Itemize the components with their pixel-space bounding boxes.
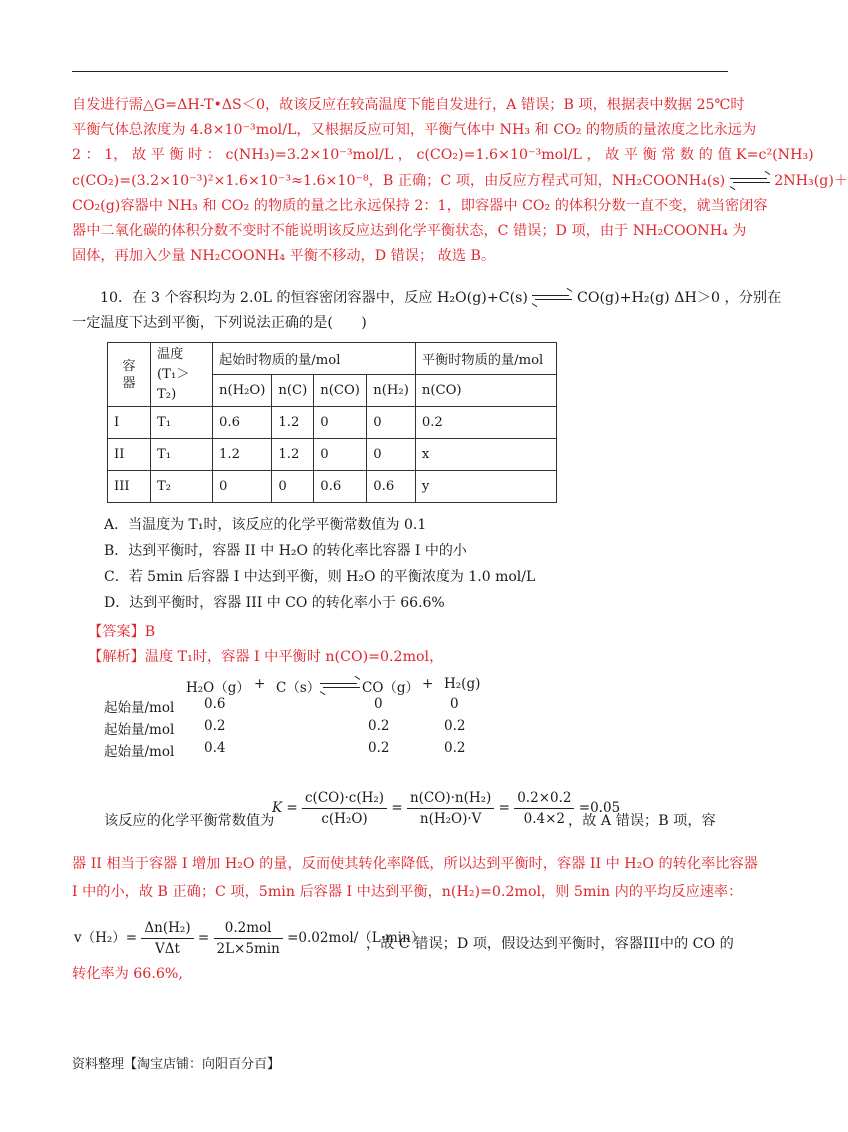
- analysis-paragraph-b: [72, 852, 758, 905]
- subheader-cell: n(CO): [314, 375, 367, 407]
- question-line: [72, 286, 782, 311]
- equilibrium-arrow-icon: [730, 177, 770, 185]
- row-value: 0.4: [204, 740, 226, 756]
- table-cell: 0.6: [213, 407, 272, 439]
- text-line: I 中的小，故 B 正确；C 项，5min 后容器 I 中达到平衡，n(H₂)=0.2mol，则 5min 内的平均反应速率：: [72, 884, 743, 901]
- table-cell: 0: [367, 439, 416, 471]
- table-cell: 0: [314, 439, 367, 471]
- data-table: [107, 342, 557, 503]
- text-segment: c(CO₂)=(3.2×10⁻³)²×1.6×10⁻³≈1.6×10⁻⁸，B 正确；C 项，由反应方程式可知，NH₂COONH₄(s): [72, 172, 726, 189]
- header-text: 温度: [157, 346, 184, 362]
- table-cell: x: [415, 439, 556, 471]
- question-text: 10．在 3 个容积均为 2.0L 的恒容密闭容器中，反应 H₂O(g)+C(s): [100, 290, 528, 306]
- text-line: 器 II 相当于容器 I 增加 H₂O 的量，反而使其转化率降低，所以达到平衡时，容器 II 中 H₂O 的转化率比容器: [72, 856, 758, 872]
- v-suffix: ，故 C 错误；D 项，假设达到平衡时，容器III中的 CO 的: [366, 936, 734, 952]
- fraction: [302, 790, 387, 827]
- species-label: H₂(g): [444, 676, 481, 692]
- option-a: A．当温度为 T₁时，该反应的化学平衡常数值为 0.1: [104, 517, 427, 533]
- equilibrium-arrow-icon: [320, 682, 360, 690]
- subheader-cell: n(CO): [415, 375, 556, 407]
- table-cell: I: [108, 407, 151, 439]
- denominator: n(H₂O)·V: [419, 811, 482, 827]
- table-cell: 0: [367, 407, 416, 439]
- plus-sign: +: [422, 676, 434, 692]
- numerator: c(CO)·c(H₂): [302, 790, 387, 809]
- subheader-cell: n(H₂O): [213, 375, 272, 407]
- footer-source: 资料整理【淘宝店铺：向阳百分百】: [72, 1057, 281, 1072]
- text-line: 平衡气体总浓度为 4.8×10⁻³mol/L，又根据反应可知，平衡气体中 NH₃ 和 CO₂ 的物质的量浓度之比永远为: [72, 122, 757, 139]
- k-lhs: K =: [272, 800, 298, 816]
- species-label: CO（g）: [362, 680, 420, 696]
- question-text: CO(g)+H₂(g) ΔH＞0 ，分别在: [576, 290, 782, 306]
- text-line: 自发进行需△G=ΔH-T•ΔS＜0，故该反应在较高温度下能自发进行，A 错误；B 项，根据表中数据 25℃时: [72, 97, 745, 113]
- equals-sign: =: [498, 800, 510, 816]
- table-row: [108, 439, 557, 471]
- option-c: C．若 5min 后容器 I 中达到平衡，则 H₂O 的平衡浓度为 1.0 mol/L: [104, 569, 536, 585]
- row-value: 0.6: [204, 696, 226, 712]
- table-cell: 0.6: [314, 471, 367, 503]
- text-line: 器中二氧化碳的体积分数不变时不能说明该反应达到化学平衡状态，C 错误；D 项，由于 NH₂COONH₄ 为: [72, 223, 747, 240]
- fraction: [214, 920, 283, 957]
- species-label: C（s）: [276, 680, 321, 696]
- table-cell: 1.2: [272, 407, 314, 439]
- header-text: 容器: [122, 358, 136, 391]
- header-temperature: [151, 343, 213, 407]
- species-label: H₂O（g）: [186, 680, 250, 696]
- text-line: CO₂(g)容器中 NH₃ 和 CO₂ 的物质的量之比永远保持 2：1，即容器中 CO₂ 的体积分数一直不变，就当密闭容: [72, 197, 768, 214]
- equals-sign: =: [391, 800, 403, 816]
- numerator: n(CO)·n(H₂): [407, 790, 494, 809]
- text-line: 固体，再加入少量 NH₂COONH₄ 平衡不移动，D 错误； 故选 B。: [72, 248, 496, 265]
- v-result: =0.02mol/（L·min）: [287, 930, 425, 946]
- table-cell: T₁: [151, 407, 213, 439]
- table-row: [108, 407, 557, 439]
- subheader-cell: n(H₂): [367, 375, 416, 407]
- numerator: Δn(H₂): [141, 920, 193, 939]
- header-text: (T₁＞T₂): [157, 366, 190, 402]
- numerator: 0.2×0.2: [514, 790, 574, 809]
- equilibrium-arrow-icon: [532, 294, 572, 302]
- row-value: 0.2: [204, 718, 226, 734]
- table-cell: T₁: [151, 439, 213, 471]
- numerator: 0.2mol: [214, 920, 283, 939]
- k-suffix: ，故 A 错误；B 项，容: [568, 813, 716, 829]
- table-cell: 1.2: [213, 439, 272, 471]
- row-value: 0.2: [444, 718, 466, 734]
- equals-sign: =: [197, 930, 210, 946]
- row-value: 0: [374, 696, 383, 712]
- table-row: [108, 471, 557, 503]
- k-result: =0.05: [578, 800, 621, 816]
- denominator: 0.4×2: [523, 811, 566, 827]
- header-initial: 起始时物质的量/mol: [213, 343, 416, 375]
- header-container: [108, 343, 151, 407]
- table-cell: 0.6: [367, 471, 416, 503]
- v-lhs: v（H₂）=: [74, 930, 138, 946]
- text-line: [72, 169, 848, 194]
- row-value: 0.2: [368, 740, 390, 756]
- table-cell: T₂: [151, 471, 213, 503]
- subheader-cell: n(C): [272, 375, 314, 407]
- question-10: [72, 286, 782, 336]
- header-equilibrium: 平衡时物质的量/mol: [415, 343, 556, 375]
- table-cell: II: [108, 439, 151, 471]
- analysis-paragraph-top: [72, 93, 848, 269]
- analysis-paragraph-c: [72, 962, 728, 987]
- header-rule: [72, 71, 728, 72]
- fraction: [514, 790, 574, 827]
- answer-label: 【答案】B: [88, 624, 156, 640]
- analysis-intro: 【解析】温度 T₁时，容器 I 中平衡时 n(CO)=0.2mol，: [88, 649, 444, 665]
- table-cell: III: [108, 471, 151, 503]
- option-d: D．达到平衡时，容器 III 中 CO 的转化率小于 66.6%: [104, 595, 445, 611]
- fraction: [407, 790, 494, 827]
- row-label: 起始量/mol: [104, 744, 175, 760]
- denominator: VΔt: [155, 941, 180, 957]
- text-segment: 2NH₃(g)＋: [774, 172, 848, 189]
- table-cell: y: [415, 471, 556, 503]
- fraction: [141, 920, 193, 957]
- text-line: 转化率为 66.6%,: [72, 966, 183, 982]
- row-label: 起始量/mol: [104, 700, 175, 716]
- table-cell: 0: [314, 407, 367, 439]
- table-cell: 0: [272, 471, 314, 503]
- table-cell: 1.2: [272, 439, 314, 471]
- question-line: 一定温度下达到平衡，下列说法正确的是( ): [72, 315, 367, 331]
- option-b: B．达到平衡时，容器 II 中 H₂O 的转化率比容器 I 中的小: [104, 543, 467, 559]
- row-value: 0.2: [444, 740, 466, 756]
- k-prefix: 该反应的化学平衡常数值为: [104, 813, 275, 829]
- denominator: c(H₂O): [321, 811, 368, 827]
- plus-sign: +: [254, 676, 266, 692]
- row-value: 0.2: [368, 718, 390, 734]
- row-label: 起始量/mol: [104, 722, 175, 738]
- table-cell: 0.2: [415, 407, 556, 439]
- row-value: 0: [450, 696, 459, 712]
- text-line: 2 ： 1， 故 平 衡 时 ： c(NH₃)=3.2×10⁻³mol/L ， c(CO₂)=1.6×10⁻³mol/L ， 故 平 衡 常 数 的 值 K=c²(NH₃): [72, 147, 814, 164]
- table-cell: 0: [213, 471, 272, 503]
- denominator: 2L×5min: [216, 941, 280, 957]
